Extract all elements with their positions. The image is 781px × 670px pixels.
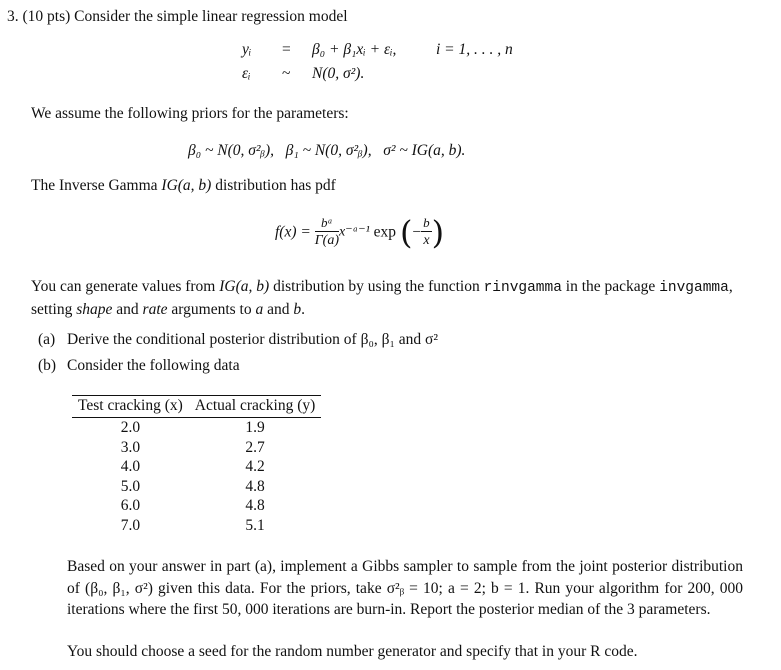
cell-y: 5.1 bbox=[245, 516, 265, 534]
pdf-den: Γ(a) bbox=[314, 233, 340, 249]
ig-dist: IG(a, b) bbox=[161, 177, 212, 194]
cell-x: 2.0 bbox=[120, 419, 141, 436]
header-test-cracking: Test cracking (x) bbox=[78, 397, 183, 414]
cell-y: 4.2 bbox=[245, 458, 265, 475]
generate-pkg: invgamma bbox=[659, 280, 729, 296]
priors-intro: We assume the following priors for the parameters: bbox=[31, 105, 349, 122]
generate-fn: rinvgamma bbox=[483, 280, 562, 296]
model-line2-rel: ~ bbox=[282, 65, 291, 82]
pdf-exp: exp bbox=[373, 223, 397, 241]
pdf-power: x⁻ᵃ⁻¹ bbox=[339, 224, 370, 240]
pdf-inner-fraction bbox=[421, 215, 432, 249]
data-table bbox=[72, 395, 321, 535]
generate-dist: IG(a, b) bbox=[219, 278, 270, 295]
model-line1-index: i = 1, . . . , n bbox=[436, 41, 513, 58]
pdf-lhs: f(x) = bbox=[275, 223, 311, 241]
generate-t3: in the package bbox=[565, 278, 656, 295]
cell-x: 3.0 bbox=[120, 438, 141, 456]
problem-header bbox=[7, 7, 348, 27]
table-row bbox=[72, 496, 321, 516]
table-row bbox=[72, 477, 321, 497]
problem-number: 3. bbox=[7, 8, 19, 25]
generate-paragraph bbox=[31, 276, 743, 320]
part-a-label: (a) bbox=[38, 331, 56, 348]
model-line2-lhs: εᵢ bbox=[242, 65, 251, 82]
cell-y: 2.7 bbox=[245, 438, 265, 456]
generate-t2: distribution by using the function bbox=[273, 278, 480, 295]
part-a-text: Derive the conditional posterior distribution of β₀, β₁ and σ² bbox=[67, 331, 439, 348]
cell-x: 4.0 bbox=[120, 458, 141, 475]
problem-points: (10 pts) bbox=[22, 8, 71, 25]
cell-y: 4.8 bbox=[245, 497, 265, 514]
table-header-row bbox=[72, 396, 321, 418]
cell-y: 1.9 bbox=[245, 419, 265, 436]
generate-rate: rate bbox=[142, 301, 168, 318]
problem-intro: Consider the simple linear regression model bbox=[74, 8, 348, 25]
part-b-text: Consider the following data bbox=[67, 357, 240, 374]
generate-a: a bbox=[255, 301, 264, 318]
table-row bbox=[72, 516, 321, 536]
instructions-paragraph: Based on your answer in part (a), implement a Gibbs sampler to sample from the joint posterior distribution of (β₀, β₁, σ²) given this data. For the priors, take σ²ᵦ = 10; a = 2; b = 1. Run your algorithm for 200, 000 iterations where the first 50, 000 iterations are burn-in. Report the posterior median of the 3 parameters. bbox=[67, 558, 743, 618]
ig-text-before: The Inverse Gamma bbox=[31, 177, 158, 194]
model-line1-rel: = bbox=[282, 41, 291, 58]
table-row bbox=[72, 418, 321, 438]
header-actual-cracking: Actual cracking (y) bbox=[194, 397, 316, 414]
generate-b: b bbox=[293, 301, 302, 318]
model-line1-rhs: β₀ + β₁xᵢ + εᵢ, bbox=[312, 41, 397, 58]
pdf-num: bᵃ bbox=[315, 215, 339, 232]
pdf-inner-num: b bbox=[423, 215, 430, 231]
generate-t4: , setting bbox=[31, 278, 733, 318]
generate-shape: shape bbox=[76, 301, 113, 318]
pdf-inner-den: x bbox=[423, 233, 430, 249]
pdf-fraction bbox=[315, 215, 339, 249]
generate-t5: and bbox=[116, 301, 139, 318]
right-paren-icon: ) bbox=[431, 213, 445, 252]
model-line2-rhs: N(0, σ²). bbox=[312, 65, 365, 82]
left-paren-icon: ( bbox=[399, 213, 413, 252]
priors-equation: β₀ ~ N(0, σ²ᵦ), β₁ ~ N(0, σ²ᵦ), σ² ~ IG(a, b). bbox=[188, 142, 466, 159]
cell-y: 4.8 bbox=[245, 477, 265, 495]
ig-text-after: distribution has pdf bbox=[215, 177, 336, 194]
pdf-inner-sign: − bbox=[412, 223, 422, 241]
ig-text bbox=[31, 176, 336, 196]
table-row bbox=[72, 438, 321, 458]
generate-t7: and bbox=[267, 301, 290, 318]
instructions-seed: You should choose a seed for the random number generator and specify that in your R code. bbox=[67, 643, 638, 660]
part-b-label: (b) bbox=[38, 357, 57, 374]
generate-t8: . bbox=[301, 301, 305, 318]
pdf-formula bbox=[275, 212, 444, 256]
model-line1-lhs: yᵢ bbox=[242, 41, 252, 58]
generate-t6: arguments to bbox=[171, 301, 252, 318]
cell-x: 7.0 bbox=[120, 516, 141, 534]
table-row bbox=[72, 457, 321, 477]
cell-x: 6.0 bbox=[120, 497, 141, 514]
cell-x: 5.0 bbox=[120, 477, 141, 495]
generate-t1: You can generate values from bbox=[31, 278, 216, 295]
